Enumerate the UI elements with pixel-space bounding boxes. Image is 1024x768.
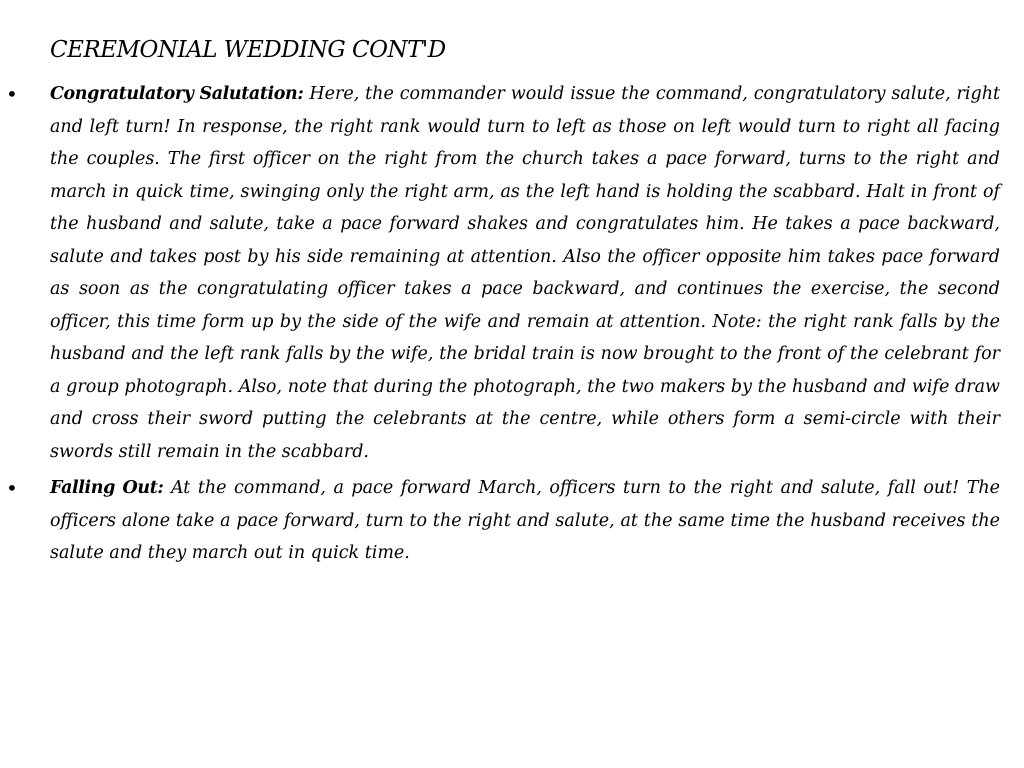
- bullet-text: Here, the commander would issue the command, congratulatory salute, right and left turn! In response, the right rank would turn to left as those on left would turn to right all facing the couples. The first officer on the right from the church takes a pace forward, turns to the right and march in quick time, swinging only the right arm, as the left hand is holding the scabbard. Halt in front of the husband and salute, take a pace forward shakes and congratulates him. He takes a pace backward, salute and takes post by his side remaining at attention. Also the officer opposite him takes pace forward as soon as the congratulating officer takes a pace backward, and continues the exercise, the second officer, this time form up by the side of the wife and remain at attention. Note: the right rank falls by the husband and the left rank falls by the wife, the bridal train is now brought to the front of the celebrant for a group photograph. Also, note that during the photograph, the two makers by the husband and wife draw and cross their sword putting the celebrants at the centre, while others form a semi-circle with their swords still remain in the scabbard.: [50, 84, 1001, 462]
- bullet-item-congratulatory-salutation: [6, 78, 1001, 468]
- bullet-lead: Congratulatory Salutation:: [50, 84, 304, 104]
- bullet-text: At the command, a pace forward March, officers turn to the right and salute, fall out! The officers alone take a pace forward, turn to the right and salute, at the same time the husband receives the salute and they march out in quick time.: [50, 478, 1000, 563]
- bullet-dot-icon: •: [6, 476, 18, 500]
- bullet-list: [6, 78, 1001, 574]
- bullet-dot-icon: •: [6, 82, 18, 106]
- slide-title: CEREMONIAL WEDDING CONT'D: [50, 37, 446, 63]
- bullet-item-falling-out: [6, 472, 1000, 570]
- bullet-lead: Falling Out:: [50, 478, 164, 498]
